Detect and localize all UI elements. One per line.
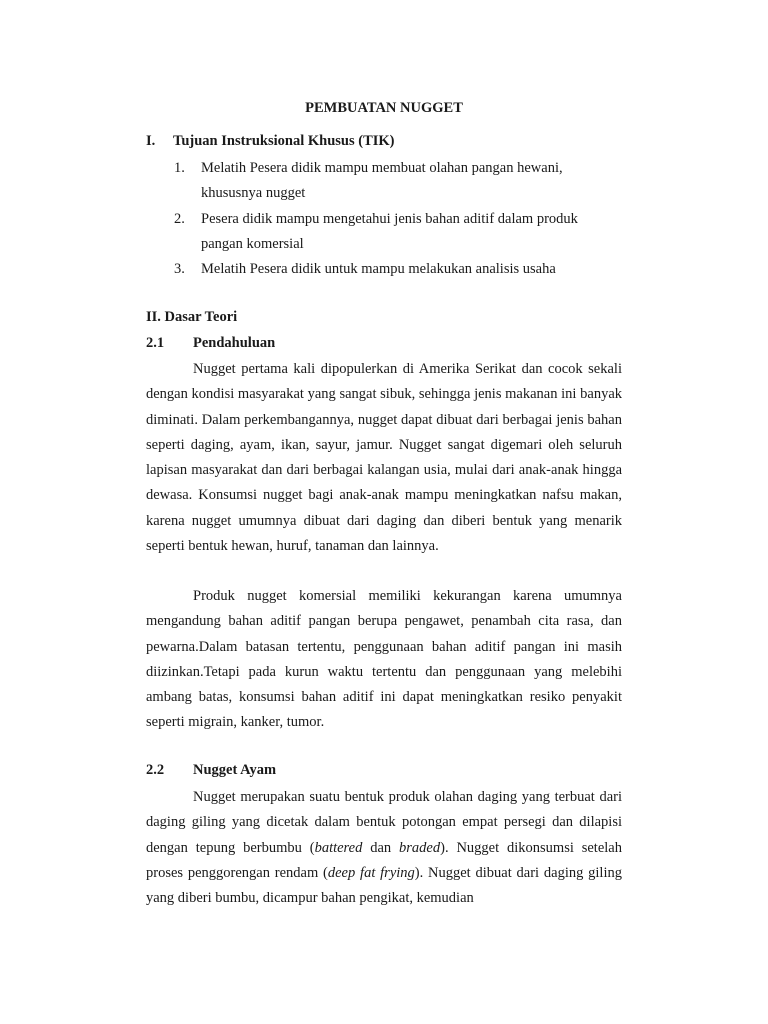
italic-term: braded <box>399 839 441 856</box>
subsection-number: 2.2 <box>146 762 165 778</box>
section-heading-text: Tujuan Instruksional Khusus (TIK) <box>173 133 395 149</box>
list-item-number: 3. <box>174 261 185 278</box>
text-run: ). Nugget dibuat dari daging giling yang diberi bumbu, dicampur bahan pengikat, kemudian <box>146 864 622 907</box>
italic-term: battered <box>314 839 363 856</box>
subsection-number: 2.1 <box>146 335 165 351</box>
text-run: dan <box>362 839 400 856</box>
subsection-heading-pendahuluan <box>146 335 275 352</box>
section-number: I. <box>146 133 156 149</box>
italic-term: deep fat frying <box>327 864 415 881</box>
list-item-text: Melatih Pesera didik mampu membuat olahan pangan hewani, khususnya nugget <box>201 160 563 202</box>
list-item-text: Melatih Pesera didik untuk mampu melakukan analisis usaha <box>201 261 556 278</box>
list-item <box>174 257 622 282</box>
document-title: PEMBUATAN NUGGET <box>305 100 463 116</box>
section-heading-tik <box>146 133 395 150</box>
list-item-number: 2. <box>174 210 185 227</box>
list-item-text: Pesera didik mampu mengetahui jenis bahan aditif dalam produk pangan komersial <box>201 210 578 252</box>
text-run: ). Nugget dikonsumsi setelah proses penggorengan rendam ( <box>146 839 622 881</box>
subsection-heading-nugget-ayam <box>146 762 276 779</box>
objectives-list <box>174 156 622 282</box>
list-item <box>174 207 622 258</box>
text-run: Nugget merupakan suatu bentuk produk olahan daging yang terbuat dari daging giling yang dicetak dalam bentuk potongan empat persegi dan dilapisi dengan tepung berbumbu ( <box>146 789 622 856</box>
section-heading-dasar-teori: II. Dasar Teori <box>146 309 238 325</box>
list-item-number: 1. <box>174 160 185 176</box>
subsection-heading-text: Nugget Ayam <box>193 762 277 778</box>
paragraph-pendahuluan-1: Nugget pertama kali dipopulerkan di Amerika Serikat dan cocok sekali dengan kondisi masyarakat yang sangat sibuk, sehingga jenis makanan ini banyak diminati. Dalam perkembangannya, nugget dapat dibuat dari berbagai jenis bahan seperti daging, ayam, ikan, sayur, jamur. Nugget sangat digemari oleh seluruh lapisan masyarakat dan dari berbagai kalangan usia, mulai dari anak-anak hingga dewasa. Konsumsi nugget bagi anak-anak mampu meningkatkan nafsu makan, karena nugget umumnya dibuat dari daging dan diberi bentuk yang menarik seperti bentuk hewan, huruf, tanaman dan lainnya. <box>146 361 622 555</box>
paragraph-nugget-ayam <box>146 785 622 911</box>
paragraph-pendahuluan-2: Produk nugget komersial memiliki kekurangan karena umumnya mengandung bahan aditif pangan berupa pengawet, penambah cita rasa, dan pewarna.Dalam batasan tertentu, penggunaan bahan aditif pangan ini masih diizinkan.Tetapi pada kurun waktu tertentu dan penggunaan yang melebihi ambang batas, konsumsi bahan aditif ini dapat meningkatkan resiko penyakit seperti migrain, kanker, tumor. <box>146 588 622 731</box>
list-item <box>174 156 622 207</box>
subsection-heading-text: Pendahuluan <box>193 335 276 351</box>
